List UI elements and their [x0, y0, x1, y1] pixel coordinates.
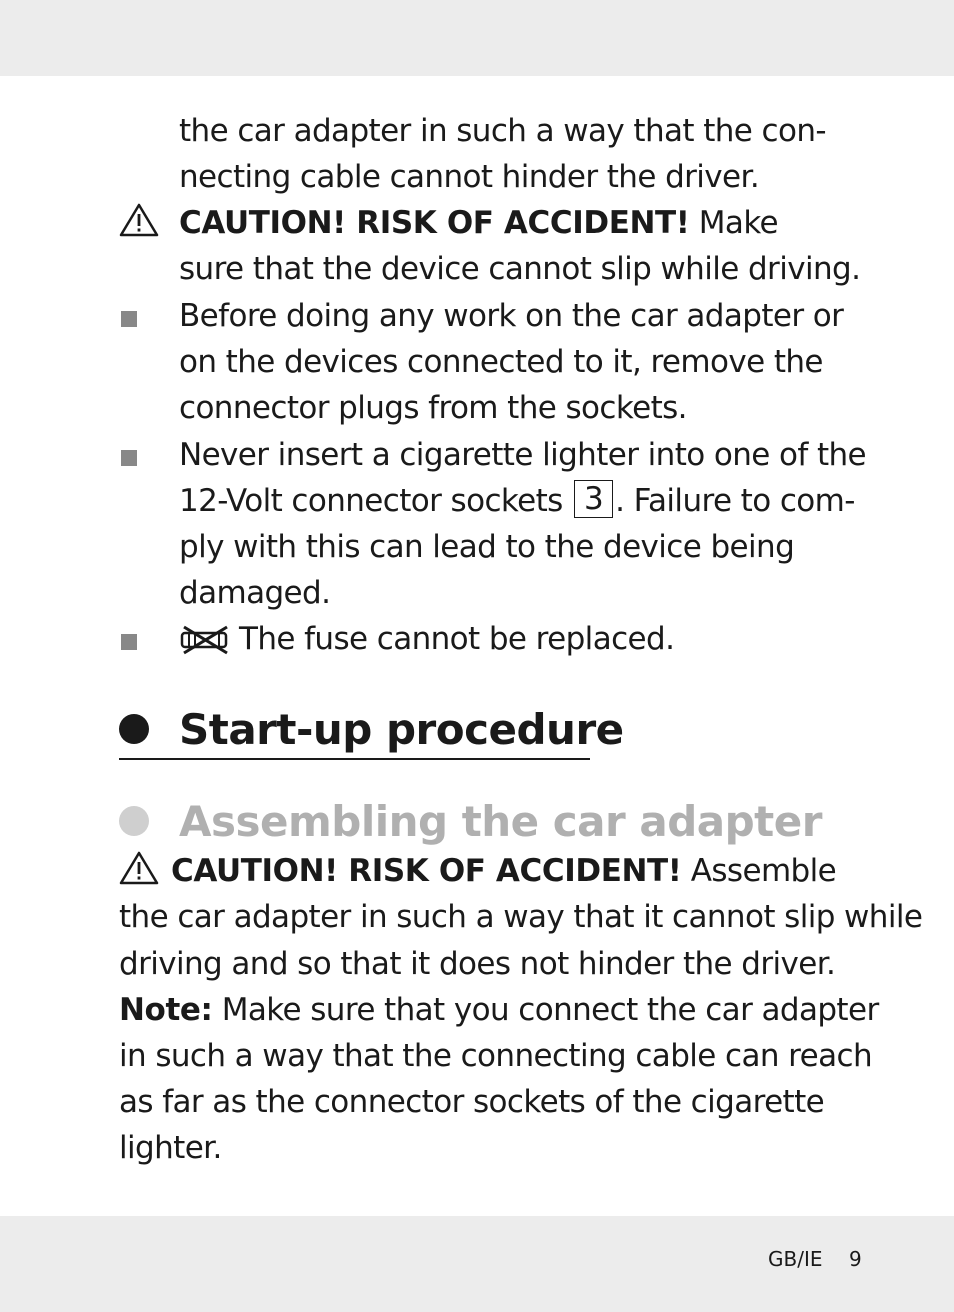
list-item-line: ply with this can lead to the device being: [179, 529, 795, 565]
square-bullet-icon: [121, 634, 137, 650]
heading-underline: [119, 758, 590, 760]
note-label: Note:: [119, 992, 213, 1028]
caution-line: [171, 848, 836, 894]
list-item-text: . Failure to com-: [615, 483, 855, 519]
square-bullet-icon: [121, 311, 137, 327]
fuse-not-replaceable-icon: [179, 625, 233, 655]
list-item-line: connector plugs from the sockets.: [179, 390, 687, 426]
body-text-line: driving and so that it does not hinder the driver.: [119, 946, 836, 982]
caution-label: CAUTION! RISK OF ACCIDENT!: [179, 205, 690, 241]
list-item-line: on the devices connected to it, remove the: [179, 344, 823, 380]
body-text-line: necting cable cannot hinder the driver.: [179, 159, 760, 195]
caution-line: [179, 200, 778, 246]
reference-number-box: 3: [574, 480, 613, 518]
caution-text-line: sure that the device cannot slip while driving.: [179, 251, 861, 287]
caution-label: CAUTION! RISK OF ACCIDENT!: [171, 853, 682, 889]
note-text: Make sure that you connect the car adapter: [212, 992, 879, 1028]
list-item-text: 12-Volt connector sockets: [179, 483, 572, 519]
list-item-line: [179, 478, 855, 524]
heading-dot-icon: [119, 714, 149, 744]
list-item-line: [179, 616, 674, 662]
section-heading: Start-up procedure: [179, 705, 624, 754]
body-text-line: lighter.: [119, 1130, 222, 1166]
square-bullet-icon: [121, 450, 137, 466]
top-margin-band: [0, 0, 954, 76]
list-item-text: The fuse cannot be replaced.: [239, 621, 675, 657]
note-line: [119, 987, 879, 1033]
page-number: 9: [849, 1247, 862, 1271]
body-text-line: in such a way that the connecting cable can reach: [119, 1038, 872, 1074]
list-item-line: damaged.: [179, 575, 331, 611]
footer-locale: GB/IE: [768, 1247, 823, 1271]
warning-triangle-icon: [119, 851, 159, 885]
body-text-line: the car adapter in such a way that it cannot slip while: [119, 899, 923, 935]
body-text-line: the car adapter in such a way that the con-: [179, 113, 826, 149]
body-text-line: as far as the connector sockets of the cigarette: [119, 1084, 825, 1120]
warning-triangle-icon: [119, 203, 159, 237]
list-item-line: Before doing any work on the car adapter or: [179, 298, 844, 334]
heading-dot-icon: [119, 806, 149, 836]
caution-text: Make: [689, 205, 779, 241]
subsection-heading: Assembling the car adapter: [179, 797, 822, 846]
caution-text: Assemble: [681, 853, 837, 889]
list-item-line: Never insert a cigarette lighter into one of the: [179, 437, 867, 473]
